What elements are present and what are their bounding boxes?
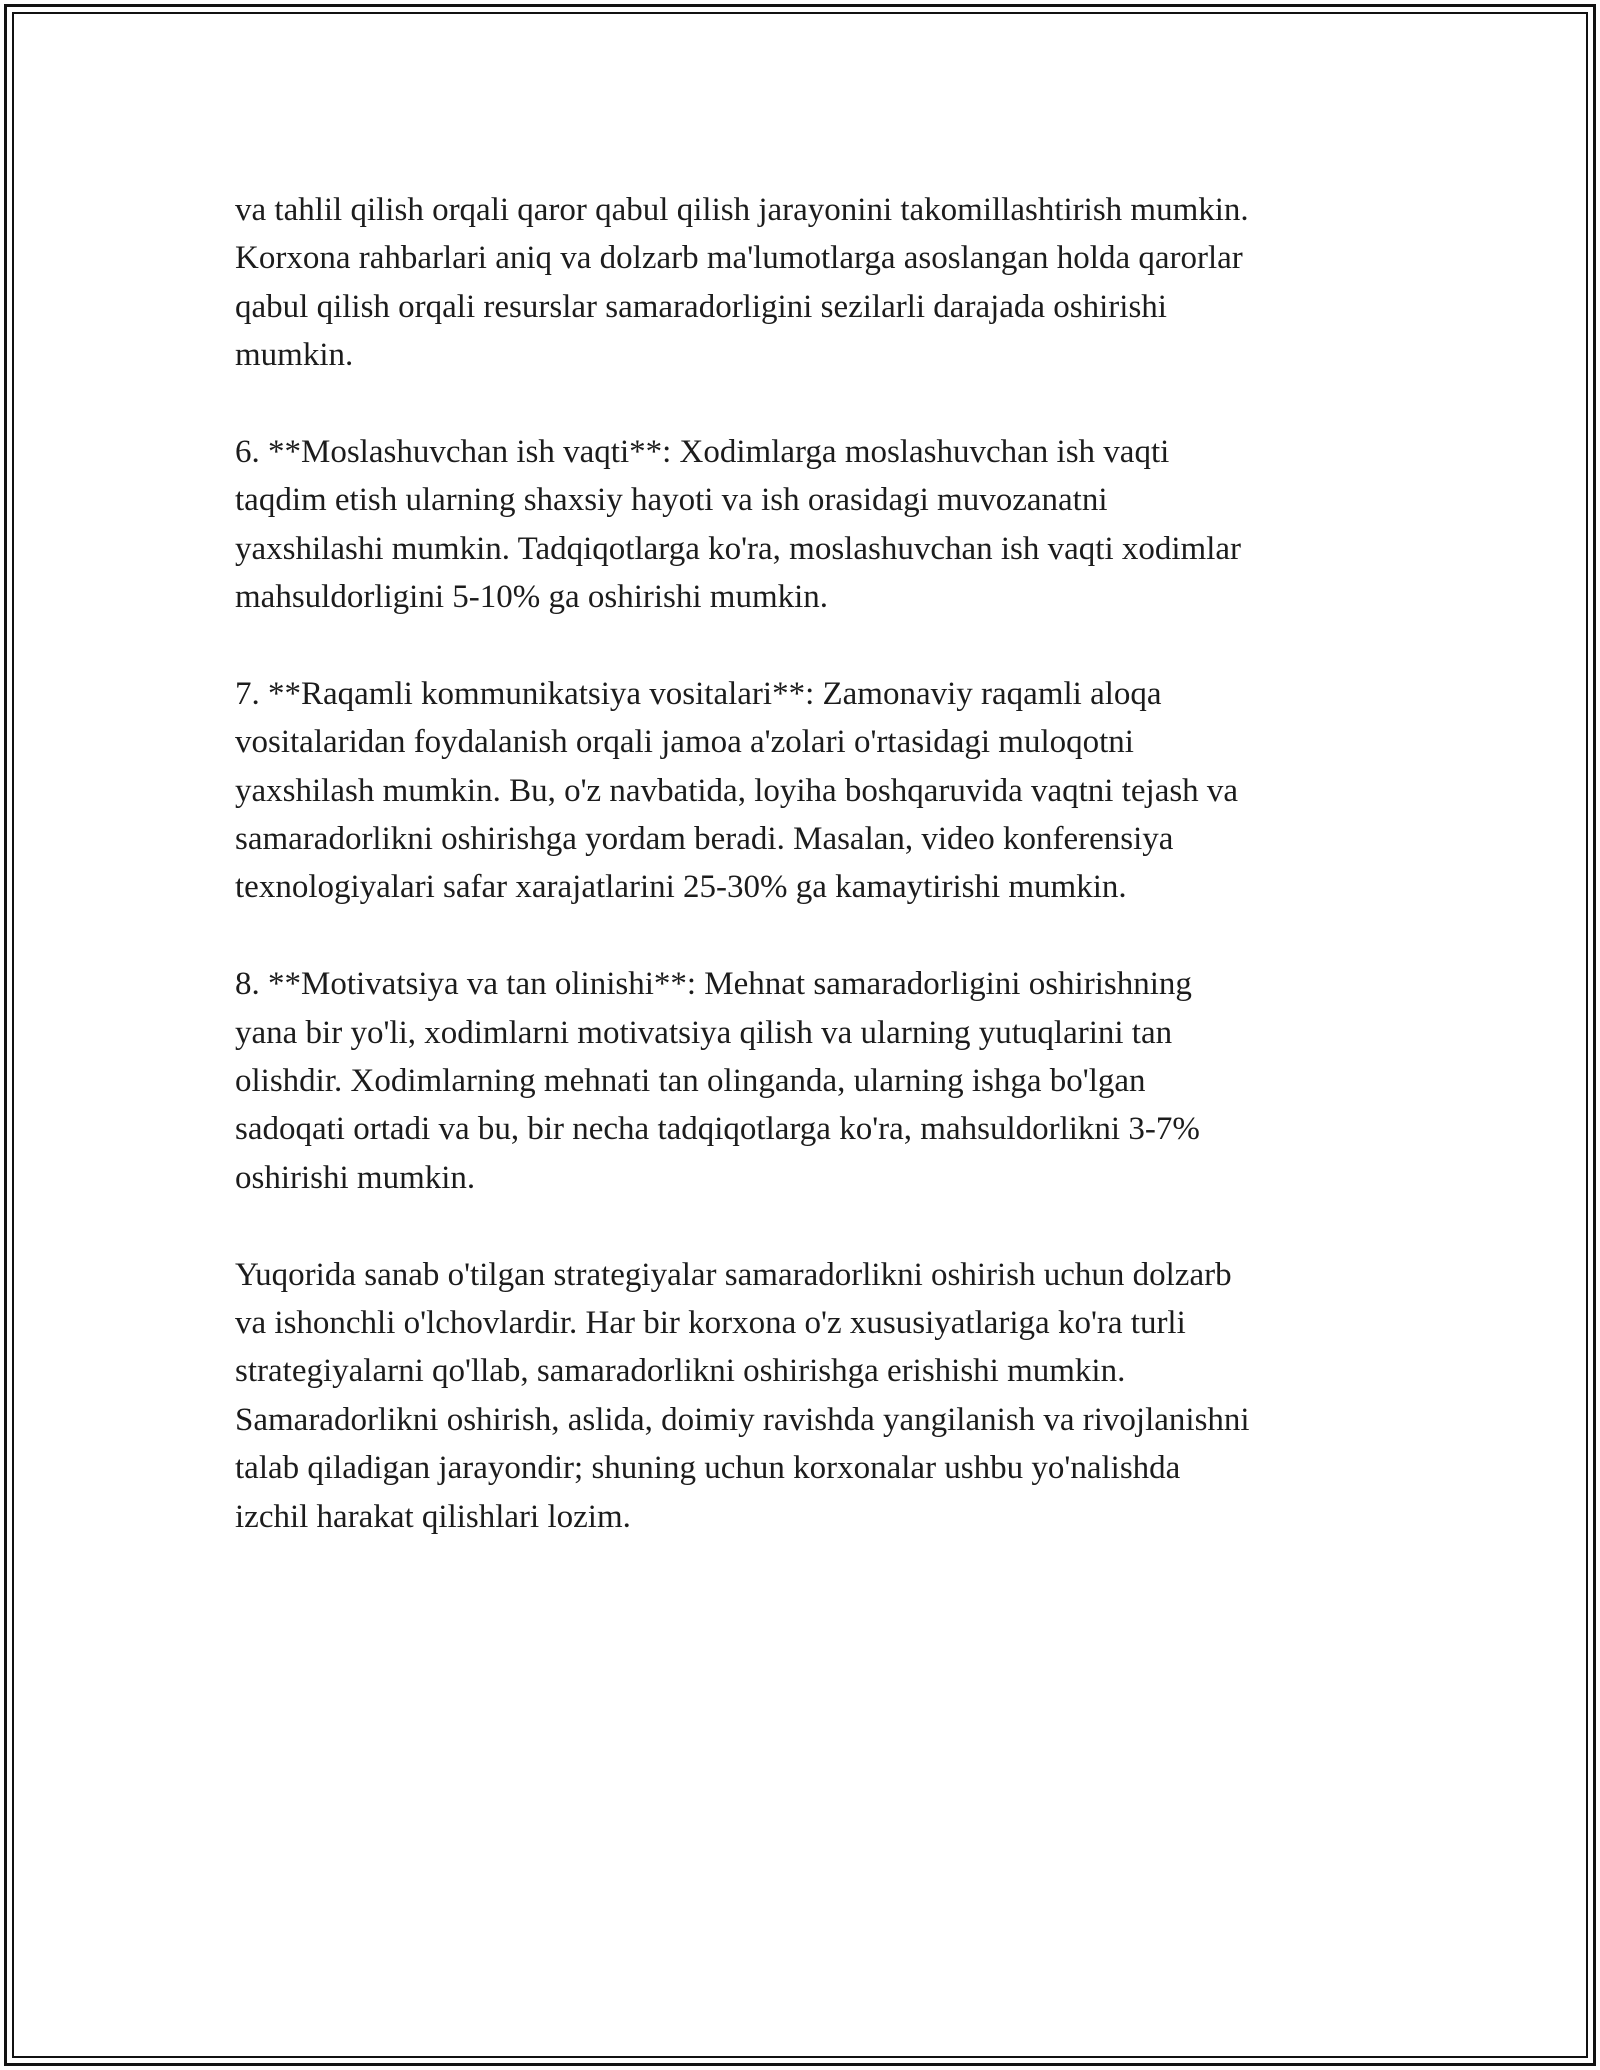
text-line: Yuqorida sanab o'tilgan strategiyalar samaradorlikni oshirish uchun dolzarb xyxy=(235,1256,1232,1293)
text-line: mumkin. xyxy=(235,337,354,374)
text-line: izchil harakat qilishlari lozim. xyxy=(235,1498,631,1535)
text-line: va ishonchli o'lchovlardir. Har bir korxona o'z xususiyatlariga ko'ra turli xyxy=(235,1304,1186,1341)
text-line: talab qiladigan jarayondir; shuning uchun korxonalar ushbu yo'nalishda xyxy=(235,1450,1181,1487)
paragraph-item-6 xyxy=(235,428,1385,622)
text-line: olishdir. Xodimlarning mehnati tan olinganda, ularning ishga bo'lgan xyxy=(235,1063,1146,1100)
paragraph-item-8 xyxy=(235,960,1385,1202)
text-line: yana bir yo'li, xodimlarni motivatsiya qilish va ularning yutuqlarini tan xyxy=(235,1014,1173,1051)
paragraph-item-7 xyxy=(235,670,1385,912)
text-line: yaxshilashi mumkin. Tadqiqotlarga ko'ra, moslashuvchan ish vaqti xodimlar xyxy=(235,530,1242,567)
text-line: mahsuldorligini 5-10% ga oshirishi mumkin. xyxy=(235,579,829,616)
text-line: Korxona rahbarlari aniq va dolzarb ma'lumotlarga asoslangan holda qarorlar xyxy=(235,240,1243,277)
text-line: oshirishi mumkin. xyxy=(235,1159,476,1196)
document-body xyxy=(235,186,1385,1541)
text-line: texnologiyalari safar xarajatlarini 25-30% ga kamaytirishi mumkin. xyxy=(235,869,1127,906)
paragraph-intro-continuation xyxy=(235,186,1385,380)
text-line: vositalaridan foydalanish orqali jamoa a'zolari o'rtasidagi muloqotni xyxy=(235,724,1134,761)
text-line: Samaradorlikni oshirish, aslida, doimiy ravishda yangilanish va rivojlanishni xyxy=(235,1401,1250,1438)
text-line: strategiyalarni qo'llab, samaradorlikni oshirishga erishishi mumkin. xyxy=(235,1353,1126,1390)
text-line: samaradorlikni oshirishga yordam beradi. Masalan, video konferensiya xyxy=(235,821,1174,858)
text-line: 6. **Moslashuvchan ish vaqti**: Xodimlarga moslashuvchan ish vaqti xyxy=(235,433,1170,470)
text-line: qabul qilish orqali resurslar samaradorligini sezilarli darajada oshirishi xyxy=(235,288,1167,325)
text-line: 7. **Raqamli kommunikatsiya vositalari**: Zamonaviy raqamli aloqa xyxy=(235,675,1162,712)
paragraph-conclusion xyxy=(235,1251,1385,1541)
text-line: yaxshilash mumkin. Bu, o'z navbatida, loyiha boshqaruvida vaqtni tejash va xyxy=(235,772,1239,809)
text-line: taqdim etish ularning shaxsiy hayoti va ish orasidagi muvozanatni xyxy=(235,482,1108,519)
text-line: 8. **Motivatsiya va tan olinishi**: Mehnat samaradorligini oshirishning xyxy=(235,966,1192,1003)
text-line: sadoqati ortadi va bu, bir necha tadqiqotlarga ko'ra, mahsuldorlikni 3-7% xyxy=(235,1111,1200,1148)
text-line: va tahlil qilish orqali qaror qabul qilish jarayonini takomillashtirish mumkin. xyxy=(235,192,1249,228)
